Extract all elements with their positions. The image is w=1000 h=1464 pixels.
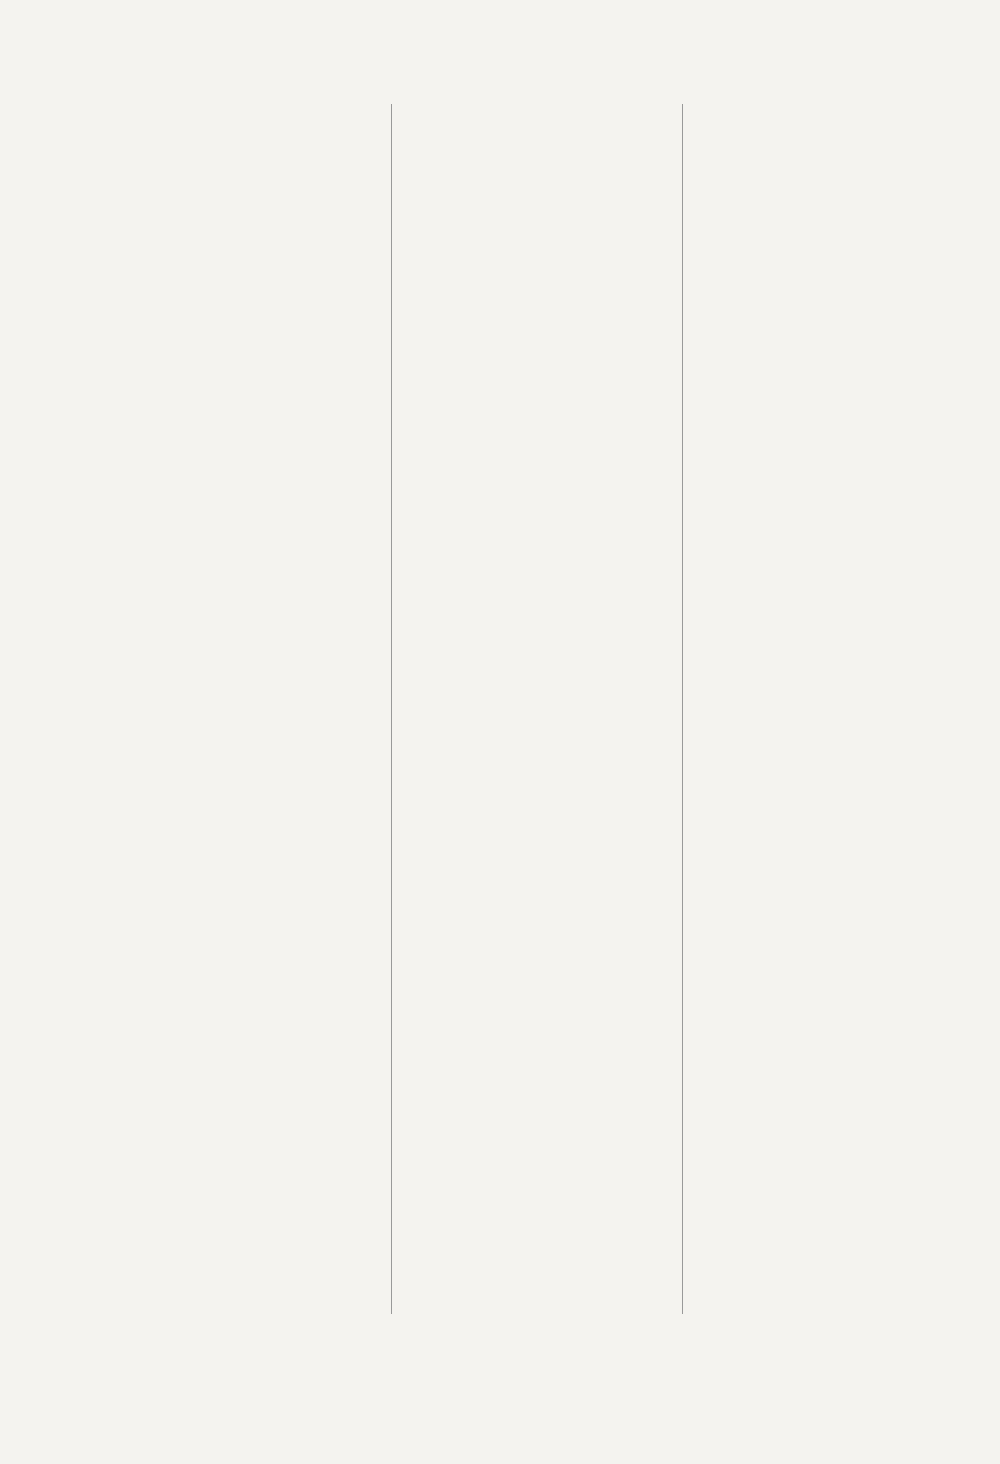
column-rule bbox=[391, 104, 392, 1314]
index-column-left bbox=[118, 100, 380, 178]
column-rule bbox=[682, 104, 683, 1314]
page-header bbox=[0, 62, 1000, 88]
section-letter bbox=[118, 126, 380, 174]
